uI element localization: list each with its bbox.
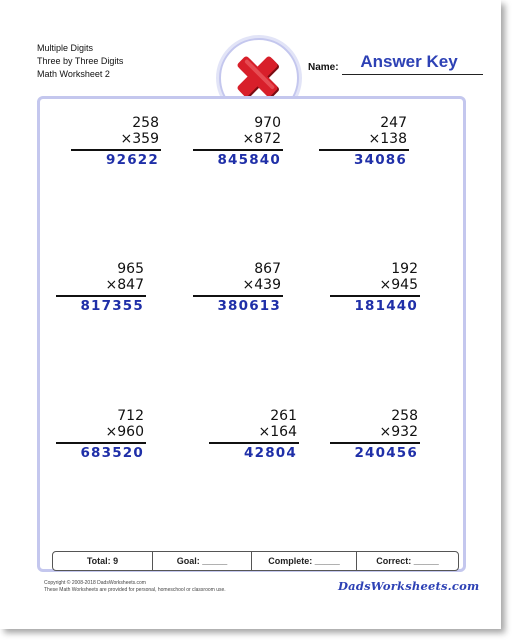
name-field <box>308 52 486 76</box>
score-box <box>52 551 459 571</box>
multiplicand: 867 <box>254 261 281 277</box>
answer: 92622 <box>106 151 159 168</box>
problem-8 <box>209 408 299 462</box>
name-label: Name: <box>308 62 339 73</box>
problem-1 <box>71 115 161 169</box>
problem-2 <box>193 115 283 169</box>
multiplicand: 247 <box>380 115 407 131</box>
worksheet-title-block <box>37 42 123 81</box>
answer-key-label: Answer Key <box>360 52 458 71</box>
name-underline <box>342 74 483 75</box>
copyright-notice <box>44 580 226 593</box>
multiplicand: 192 <box>391 261 418 277</box>
goal-label: Goal: _____ <box>176 556 228 566</box>
multiplier: ×359 <box>120 131 159 147</box>
problem-7 <box>56 408 146 462</box>
multiplier: ×439 <box>242 277 281 293</box>
multiplicand: 712 <box>117 408 144 424</box>
multiplicand: 261 <box>270 408 297 424</box>
answer: 42804 <box>244 444 297 461</box>
problem-4 <box>56 261 146 315</box>
copyright-line-1: Copyright © 2008-2018 DadsWorksheets.com <box>44 580 146 586</box>
title-line-1: Multiple Digits <box>37 43 94 53</box>
multiplicand: 258 <box>132 115 159 131</box>
answer: 240456 <box>354 444 418 461</box>
multiplicand: 258 <box>391 408 418 424</box>
complete-label: Complete: _____ <box>268 556 340 566</box>
brand-logo: DadsWorksheets.com <box>338 579 480 593</box>
multiplier: ×932 <box>379 424 418 440</box>
answer: 380613 <box>217 297 281 314</box>
copyright-line-2: These Math Worksheets are provided for personal, homeschool or classroom use. <box>44 586 226 593</box>
answer: 817355 <box>80 297 144 314</box>
title-line-3: Math Worksheet 2 <box>37 69 110 79</box>
multiplier: ×164 <box>258 424 297 440</box>
problem-5 <box>193 261 283 315</box>
correct-label: Correct: _____ <box>376 556 439 566</box>
problem-9 <box>330 408 420 462</box>
answer: 34086 <box>354 151 407 168</box>
answer: 683520 <box>80 444 144 461</box>
multiplier: ×872 <box>242 131 281 147</box>
multiplicand: 970 <box>254 115 281 131</box>
problem-6 <box>330 261 420 315</box>
title-line-2: Three by Three Digits <box>37 56 124 66</box>
multiplicand: 965 <box>117 261 144 277</box>
total-label: Total: 9 <box>86 556 119 566</box>
answer: 845840 <box>217 151 281 168</box>
multiplier: ×945 <box>379 277 418 293</box>
multiplier: ×960 <box>105 424 144 440</box>
answer: 181440 <box>354 297 418 314</box>
problem-3 <box>319 115 409 169</box>
multiplier: ×847 <box>105 277 144 293</box>
multiplier: ×138 <box>368 131 407 147</box>
